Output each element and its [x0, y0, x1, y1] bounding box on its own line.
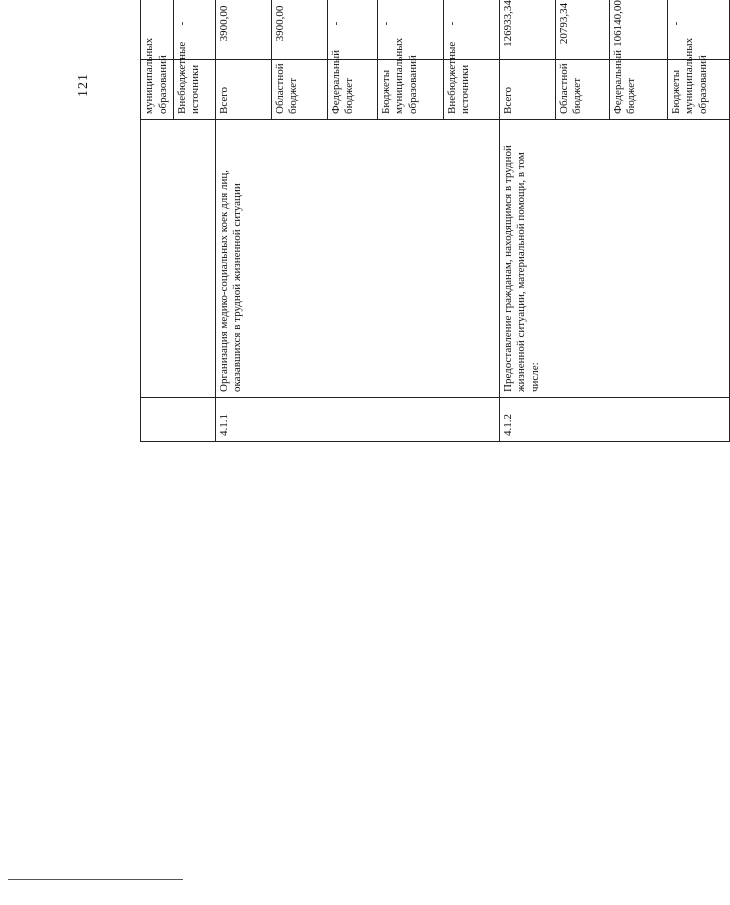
- table-row: [215, 0, 271, 442]
- amount-cell: -: [667, 0, 729, 60]
- amount-cell: 106140,00: [609, 0, 667, 60]
- table-body: [141, 0, 730, 442]
- funding-source: Всего: [215, 60, 271, 120]
- funding-source: Внебюджетные источники: [443, 60, 499, 120]
- item-code: 4.1.2: [499, 398, 729, 442]
- rotated-page: [70, 0, 709, 442]
- funding-source: Всего: [499, 60, 555, 120]
- item-title: Организация медико-социальных коек для лиц, оказавшихся в трудной жизненной ситуации: [215, 120, 499, 398]
- funding-source: Бюджеты муниципальных образований: [667, 60, 729, 120]
- table-row: [141, 0, 174, 442]
- item-title: Предоставление гражданам, находящимся в трудной жизненной ситуации, материальной помощи, в том числе:: [499, 120, 729, 398]
- amount-cell: -: [173, 0, 215, 60]
- funding-source: Федеральный бюджет: [327, 60, 377, 120]
- table-row: [499, 0, 555, 442]
- item-code: 4.1.1: [215, 398, 499, 442]
- amount-cell: 126933,34: [499, 0, 555, 60]
- funding-source: Областной бюджет: [555, 60, 609, 120]
- amount-cell: 20793,34: [555, 0, 609, 60]
- item-title: [141, 120, 216, 398]
- funding-source: Федеральный бюджет: [609, 60, 667, 120]
- funding-source: Бюджеты муниципальных образований: [377, 60, 443, 120]
- amount-cell: 3900,00: [215, 0, 271, 60]
- amount-cell: -: [377, 0, 443, 60]
- amount-cell: -: [443, 0, 499, 60]
- footer-rule: [8, 879, 183, 880]
- funding-source: Областной бюджет: [271, 60, 327, 120]
- budget-table: [140, 0, 730, 442]
- amount-cell: -: [327, 0, 377, 60]
- funding-source: Внебюджетные источники: [173, 60, 215, 120]
- page-number: 121: [76, 73, 91, 97]
- amount-cell: 3900,00: [271, 0, 327, 60]
- item-code: [141, 398, 216, 442]
- funding-source: муниципальных образований: [141, 60, 174, 120]
